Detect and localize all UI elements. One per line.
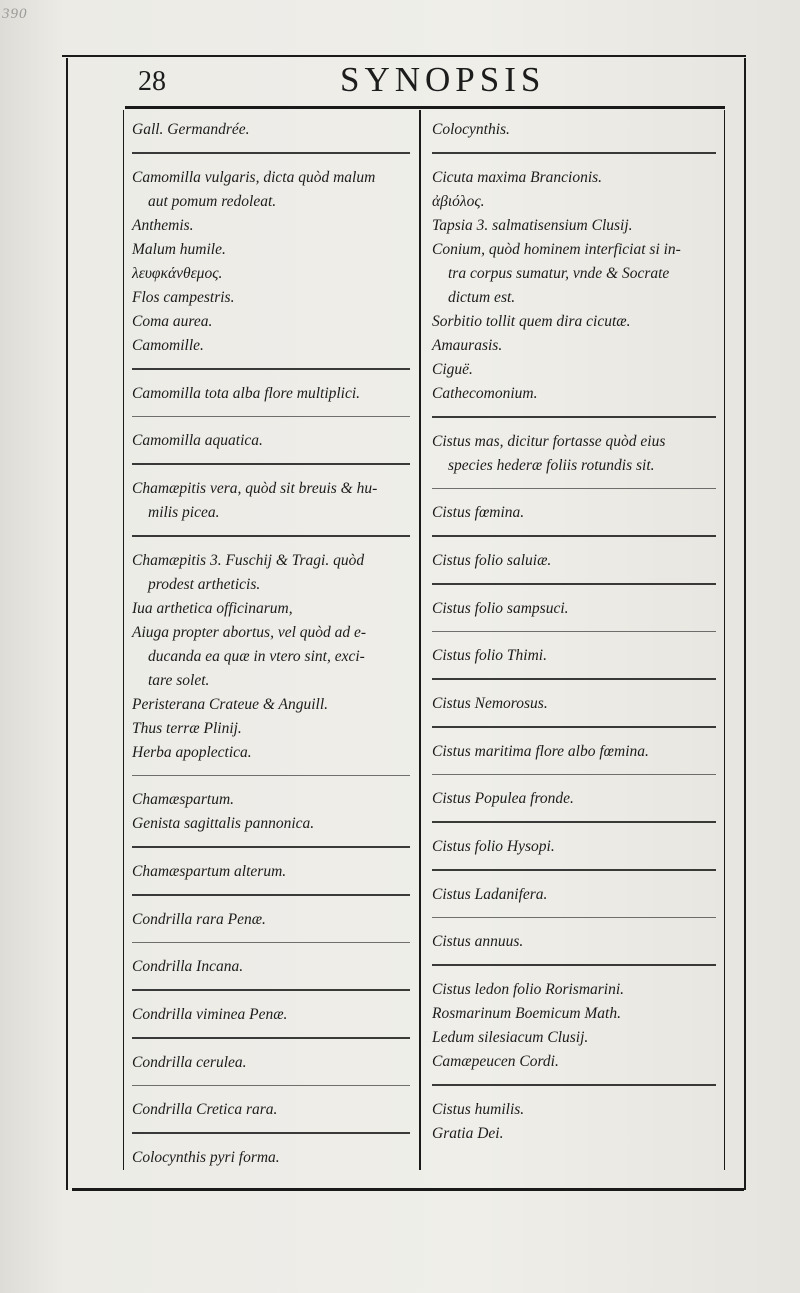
entry-separator — [132, 1037, 410, 1039]
entry-line: Condrilla Cretica rara. — [132, 1101, 278, 1118]
entry-line: Rosmarinum Boemicum Math. — [432, 1005, 621, 1022]
entry-group — [132, 860, 410, 884]
page-number: 28 — [138, 66, 166, 97]
entry-separator — [132, 1132, 410, 1134]
entry-line: Chamæpitis vera, quòd sit breuis & hu- — [132, 480, 378, 497]
entry-line: Colocynthis pyri forma. — [132, 1149, 280, 1166]
column-divider — [419, 110, 421, 1170]
entry-line: Colocynthis. — [432, 121, 510, 138]
entry-group — [432, 692, 716, 716]
entry-separator — [432, 535, 716, 537]
entry-line: tare solet. — [148, 672, 210, 689]
entry-line: Camomilla aquatica. — [132, 432, 263, 449]
entry-line: Chamæspartum alterum. — [132, 863, 287, 880]
entry-separator — [132, 942, 410, 943]
entry-separator — [132, 846, 410, 848]
entry-separator — [432, 964, 716, 966]
footer-rule — [72, 1188, 744, 1191]
entry-line: Cicuta maxima Brancionis. — [432, 169, 603, 186]
entry-line: Cistus Populea fronde. — [432, 790, 574, 807]
entry-line: Conium, quòd hominem interficiat si in- — [432, 241, 681, 258]
entry-group — [432, 978, 716, 1074]
entry-line: Coma aurea. — [132, 313, 213, 330]
header-bottom-rule — [125, 106, 725, 109]
entry-line: Malum humile. — [132, 241, 226, 258]
entry-line: Camomilla vulgaris, dicta quòd malum — [132, 169, 376, 186]
right-column — [432, 118, 716, 1146]
entry-line: dictum est. — [448, 289, 516, 306]
entry-group — [432, 740, 716, 764]
entry-separator — [432, 917, 716, 918]
entry-line: Cistus mas, dicitur fortasse quòd eius — [432, 433, 666, 450]
entry-line: Herba apoplectica. — [132, 744, 252, 761]
inner-left-line — [123, 110, 124, 1170]
entry-group — [132, 166, 410, 358]
entry-line: ἀβιόλος. — [432, 193, 485, 210]
entry-separator — [432, 869, 716, 871]
entry-line: milis picea. — [148, 504, 220, 521]
entry-line: Genista sagittalis pannonica. — [132, 815, 315, 832]
entry-line: Amaurasis. — [432, 337, 503, 354]
entry-line: Gall. Germandrée. — [132, 121, 250, 138]
entry-line: Camomilla tota alba flore multiplici. — [132, 385, 361, 402]
entry-group — [132, 429, 410, 453]
entry-line: Cistus humilis. — [432, 1101, 525, 1118]
entry-separator — [432, 774, 716, 775]
entry-group — [132, 1098, 410, 1122]
entry-group — [432, 835, 716, 859]
entry-separator — [132, 775, 410, 776]
entry-line: Cistus folio saluiæ. — [432, 552, 552, 569]
entry-group — [432, 787, 716, 811]
entry-group — [432, 597, 716, 621]
entry-separator — [132, 1085, 410, 1086]
entry-separator — [432, 152, 716, 154]
entry-group — [132, 1146, 410, 1170]
entry-line: Cathecomonium. — [432, 385, 538, 402]
entry-line: Cistus Nemorosus. — [432, 695, 548, 712]
entry-group — [432, 501, 716, 525]
entry-group — [432, 430, 716, 478]
entry-separator — [432, 1084, 716, 1086]
entry-group — [132, 118, 410, 142]
entry-line: Flos campestris. — [132, 289, 235, 306]
page-title: SYNOPSIS — [340, 60, 546, 99]
entry-line: Condrilla viminea Penæ. — [132, 1006, 288, 1023]
entry-separator — [432, 821, 716, 823]
entry-line: Iua arthetica officinarum, — [132, 600, 293, 617]
entry-group — [432, 644, 716, 668]
entry-line: Cistus maritima flore albo fœmina. — [432, 743, 649, 760]
entry-separator — [432, 678, 716, 680]
entry-line: Peristerana Crateue & Anguill. — [132, 696, 329, 713]
entry-line: Ciguë. — [432, 361, 473, 378]
entry-line: Chamæpitis 3. Fuschij & Tragi. quòd — [132, 552, 365, 569]
entry-group — [132, 955, 410, 979]
entry-separator — [132, 535, 410, 537]
entry-line: Aiuga propter abortus, vel quòd ad e- — [132, 624, 367, 641]
left-column — [132, 118, 410, 1170]
entry-separator — [432, 488, 716, 489]
entry-line: Tapsia 3. salmatisensium Clusij. — [432, 217, 633, 234]
corner-note: 390 — [2, 6, 28, 22]
entry-separator — [132, 152, 410, 154]
entry-separator — [132, 463, 410, 465]
entry-group — [432, 1098, 716, 1146]
entry-separator — [432, 726, 716, 728]
entry-line: Condrilla Incana. — [132, 958, 244, 975]
entry-line: Cistus folio sampsuci. — [432, 600, 569, 617]
entry-group — [432, 549, 716, 573]
entry-group — [432, 166, 716, 406]
entry-separator — [432, 631, 716, 632]
entry-line: Thus terræ Plinij. — [132, 720, 242, 737]
entry-separator — [132, 416, 410, 417]
entry-group — [132, 549, 410, 765]
entry-separator — [432, 583, 716, 585]
entry-separator — [132, 368, 410, 370]
entry-line: Chamæspartum. — [132, 791, 235, 808]
entry-line: species hederæ foliis rotundis sit. — [448, 457, 655, 474]
entry-line: Cistus fœmina. — [432, 504, 525, 521]
entry-separator — [132, 989, 410, 991]
entry-group — [132, 1051, 410, 1075]
entry-group — [432, 118, 716, 142]
entry-line: Cistus folio Hysopi. — [432, 838, 555, 855]
entry-line: Condrilla cerulea. — [132, 1054, 247, 1071]
inner-right-line — [724, 110, 725, 1170]
entry-group — [132, 1003, 410, 1027]
frame-right-line — [744, 58, 746, 1190]
entry-line: Cistus folio Thimi. — [432, 647, 547, 664]
entry-group — [132, 788, 410, 836]
entry-separator — [132, 894, 410, 896]
entry-group — [132, 382, 410, 406]
entry-group — [132, 908, 410, 932]
entry-group — [432, 930, 716, 954]
entry-line: Cistus Ladanifera. — [432, 886, 548, 903]
entry-line: Camæpeucen Cordi. — [432, 1053, 559, 1070]
entry-line: Condrilla rara Penæ. — [132, 911, 266, 928]
entry-line: Ledum silesiacum Clusij. — [432, 1029, 589, 1046]
entry-line: aut pomum redoleat. — [148, 193, 277, 210]
entry-group — [432, 883, 716, 907]
entry-line: Anthemis. — [132, 217, 194, 234]
entry-line: λευφκάνθεμος. — [132, 265, 223, 282]
entry-line: prodest artheticis. — [148, 576, 261, 593]
entry-line: Sorbitio tollit quem dira cicutæ. — [432, 313, 631, 330]
entry-line: Camomille. — [132, 337, 204, 354]
entry-separator — [432, 416, 716, 418]
entry-line: Gratia Dei. — [432, 1125, 504, 1142]
entry-line: tra corpus sumatur, vnde & Socrate — [448, 265, 670, 282]
entry-line: Cistus ledon folio Rorismarini. — [432, 981, 625, 998]
frame-left-line — [66, 58, 68, 1190]
header-top-rule — [62, 55, 746, 57]
entry-line: Cistus annuus. — [432, 933, 524, 950]
entry-group — [132, 477, 410, 525]
entry-line: ducanda ea quæ in vtero sint, exci- — [148, 648, 365, 665]
